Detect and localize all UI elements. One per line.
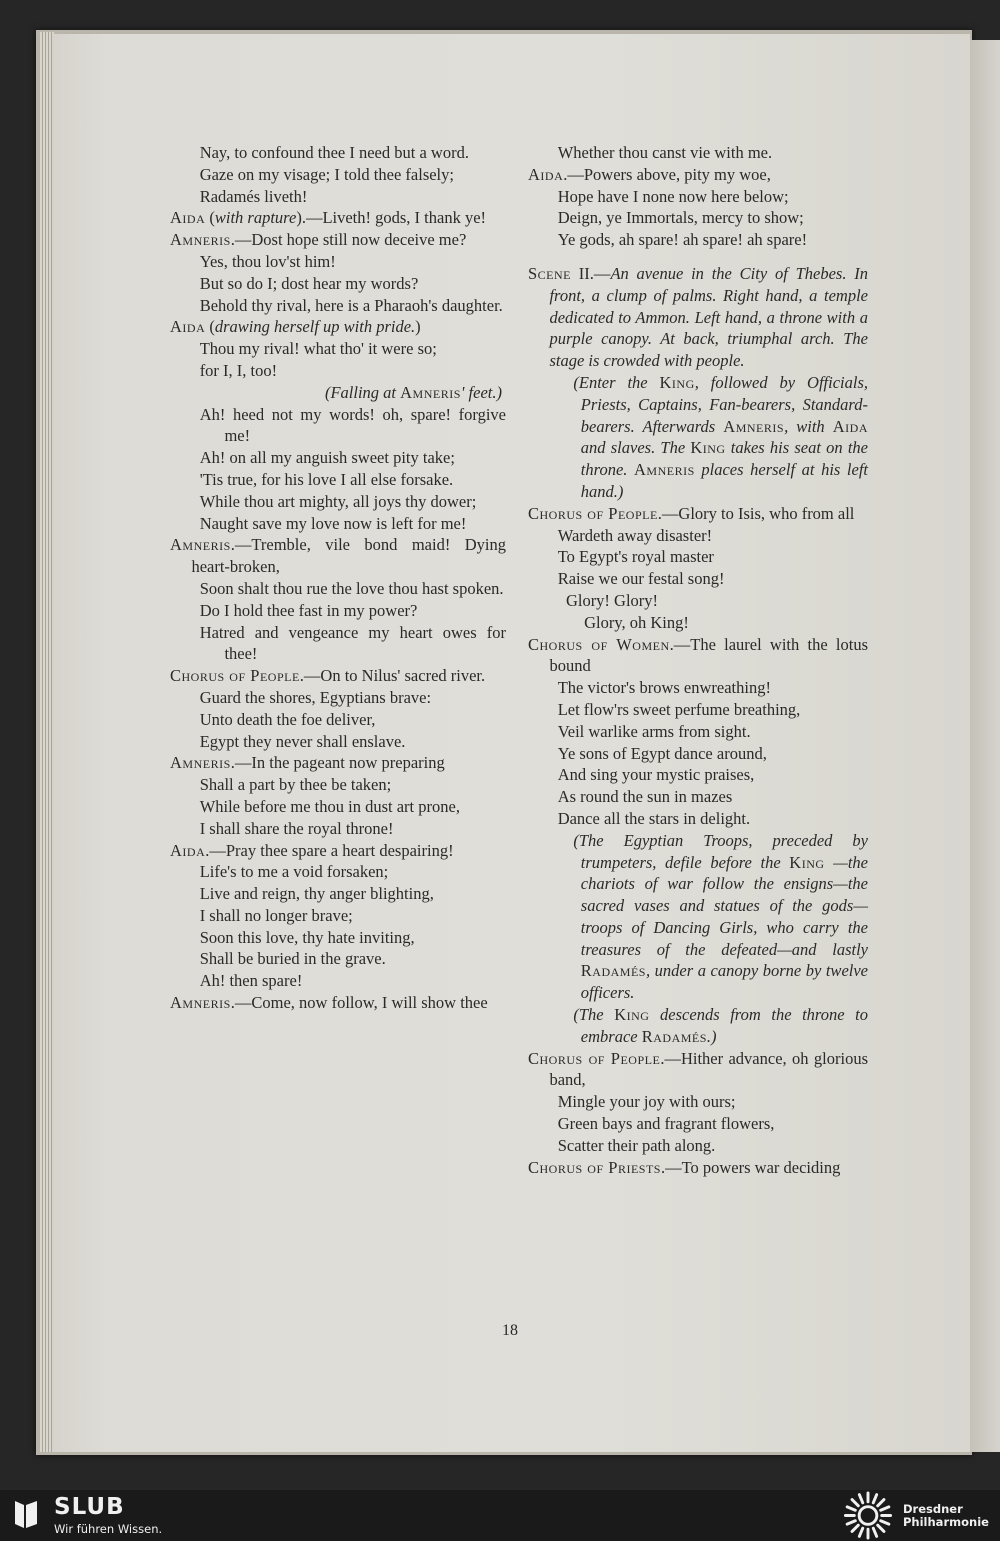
verse-line: I shall no longer brave; (199, 905, 353, 925)
verse-line: Glory, oh King! (584, 612, 689, 632)
sun-ray (881, 1521, 889, 1524)
stage-direction-text: , under a canopy borne by twelve officers. (580, 961, 868, 1003)
stage-direction-text: (The Egyptian Troops, preceded by trumpeters, defile before the (573, 830, 868, 872)
stage-direction: drawing herself up with pride. (214, 317, 416, 337)
character-name: King (614, 1005, 650, 1025)
verse-line: While before me thou in dust art prone, (199, 796, 460, 816)
verse-text: .—Liveth! gods, I thank ye! (301, 208, 487, 228)
stage-direction-line (170, 382, 506, 404)
character-name: Aida (832, 416, 868, 436)
verse-line: Do I hold thee fast in my power? (199, 600, 418, 620)
verse-line: Mingle your joy with ours; (557, 1092, 736, 1112)
speaker-line (528, 503, 868, 525)
stage-direction-block (528, 1004, 868, 1048)
verse-line: Soon this love, thy hate inviting, (199, 927, 415, 947)
verse-line: Thou my rival! what tho' it were so; (199, 339, 437, 359)
speaker-name: Aida (170, 317, 206, 337)
speaker-line (170, 752, 506, 774)
sun-ray (852, 1500, 858, 1506)
sun-ray (859, 1495, 862, 1503)
philharmonie-name[interactable] (903, 1503, 989, 1529)
stage-direction: with rapture (214, 208, 297, 228)
left-column (170, 142, 506, 1014)
speaker-name: Aida (528, 164, 564, 184)
character-name: King (690, 438, 726, 458)
stage-direction-text: .) (706, 1026, 717, 1046)
right-column (528, 142, 868, 1178)
sun-ray (878, 1525, 884, 1531)
verse-line: Guard the shores, Egyptians brave: (199, 687, 432, 707)
stage-direction-text: , with (784, 416, 833, 436)
verse-line: Ah! then spare! (199, 971, 303, 991)
verse-line: Ah! heed not my words! oh, spare! forgive me! (199, 404, 506, 446)
speaker-name: Amneris (170, 535, 231, 555)
stage-direction-block (528, 372, 868, 503)
stage-direction: (Falling at (324, 382, 401, 402)
verse-text: .—Come, now follow, I will show thee (230, 993, 488, 1013)
scene-number: II.— (571, 263, 611, 283)
verse-line: Behold thy rival, here is a Pharaoh's daughter. (199, 295, 503, 315)
verse-text: .—Glory to Isis, who from all (657, 503, 855, 523)
verse-line: Dance all the stars in delight. (557, 808, 751, 828)
stanza-gap (528, 251, 868, 263)
sun-ray (847, 1507, 855, 1510)
speaker-name: Amneris (170, 753, 231, 773)
verse-line: Hatred and vengeance my heart owes for thee! (199, 622, 506, 664)
verse-text: .—Hither advance, oh glorious band, (549, 1048, 869, 1090)
stage-direction-text: descends from the throne to embrace (580, 1005, 868, 1046)
sun-ray (878, 1500, 884, 1506)
stage-direction-text: —the chariots of war follow the ensigns—the sacred vases and statues of the gods—troops of Dancing Girls, who carry the treasures of the defeated—and lastly (580, 852, 868, 959)
verse-text: .—On to Nilus' sacred river. (299, 666, 486, 686)
speaker-name: Chorus of People (528, 1048, 661, 1068)
verse-line: Ye gods, ah spare! ah spare! ah spare! (557, 230, 808, 250)
page-number: 18 (502, 1322, 518, 1339)
verse-line: Shall a part by thee be taken; (199, 775, 392, 795)
verse-line: Shall be buried in the grave. (199, 949, 386, 969)
stage-direction-block (528, 830, 868, 1004)
verse-text: .—Pray thee spare a heart despairing! (205, 840, 454, 860)
speaker-name: Chorus of People (528, 503, 658, 523)
stage-direction-text: (Enter the (573, 372, 660, 392)
verse-line: Hope have I none now here below; (557, 186, 789, 206)
character-name: Amneris (400, 382, 461, 402)
verse-line: And sing your mystic praises, (557, 765, 755, 785)
verse-line: Wardeth away disaster! (557, 525, 713, 545)
philharmonie-line2: Philharmonie (903, 1515, 989, 1529)
verse-line: Green bays and fragrant flowers, (557, 1114, 775, 1134)
sun-ray (852, 1525, 858, 1531)
sun-ray (847, 1521, 855, 1524)
character-name: Amneris (723, 416, 785, 436)
stage-direction-text: (The (573, 1005, 615, 1025)
verse-line: Naught save my love now is left for me! (199, 513, 467, 533)
speaker-line (528, 634, 868, 678)
character-name: King (789, 852, 825, 872)
verse-line: While thou art mighty, all joys thy dower; (199, 491, 477, 511)
verse-line: Glory! Glory! (565, 590, 659, 610)
verse-text: .—Powers above, pity my woe, (563, 164, 771, 184)
stage-direction-text: and slaves. The (580, 438, 691, 458)
philharmonie-line1: Dresdner (903, 1502, 963, 1516)
verse-line: Unto death the foe deliver, (199, 709, 376, 729)
speaker-line (170, 840, 506, 862)
verse-line: Raise we our festal song! (557, 569, 725, 589)
verse-line: But so do I; dost hear my words? (199, 273, 419, 293)
character-name: Radamés (580, 961, 646, 981)
speaker-line (170, 534, 506, 578)
speaker-line: Aida (drawing herself up with pride.) (170, 317, 421, 337)
speaker-line (170, 992, 506, 1014)
stage-direction-text: places herself at his left hand.) (580, 460, 868, 501)
slub-motto: Wir führen Wissen. (54, 1522, 163, 1536)
verse-line: Scatter their path along. (557, 1135, 716, 1155)
verse-line: As round the sun in mazes (557, 787, 733, 807)
speaker-line (528, 1048, 868, 1092)
speaker-name: Chorus of People (170, 666, 300, 686)
verse-text: .—The laurel with the lotus bound (549, 634, 868, 676)
sun-ray (859, 1528, 862, 1536)
character-name: Radamés (641, 1026, 707, 1046)
speaker-name: Aida (170, 840, 206, 860)
verse-line: 'Tis true, for his love I all else forsake. (199, 469, 454, 489)
speaker-line: Aida (with rapture).—Liveth! gods, I thank ye! (170, 208, 487, 228)
verse-text: .—In the pageant now preparing (230, 753, 445, 773)
verse-line: To Egypt's royal master (557, 547, 714, 567)
speaker-name: Chorus of Women (528, 634, 670, 654)
verse-line: for I, I, too! (199, 360, 278, 380)
verse-line: Ye sons of Egypt dance around, (557, 743, 767, 763)
verse-line: Let flow'rs sweet perfume breathing, (557, 699, 801, 719)
next-page-edge (970, 40, 1000, 1452)
verse-line: Yes, thou lov'st him! (199, 251, 336, 271)
verse-text: .—Tremble, vile bond maid! Dying heart-broken, (191, 535, 506, 577)
speaker-name: Chorus of Priests (528, 1157, 661, 1177)
stage-direction: ' feet.) (460, 382, 502, 402)
verse-line: I shall share the royal throne! (199, 818, 394, 838)
verse-line: Whether thou canst vie with me. (557, 143, 773, 162)
slub-brand[interactable]: SLUB (54, 1494, 125, 1520)
stage-direction-text: takes his seat on the throne. (580, 438, 868, 480)
verse-line: Radamés liveth! (199, 186, 308, 206)
footer-bar (0, 1490, 1000, 1541)
verse-line: Nay, to confound thee I need but a word. (199, 143, 469, 162)
scene-heading (528, 263, 868, 372)
character-name: Amneris (634, 460, 695, 480)
scene-label: Scene (528, 263, 572, 283)
speaker-line (528, 164, 868, 186)
speaker-name: Amneris (170, 993, 231, 1013)
verse-line: Veil warlike arms from sight. (557, 721, 751, 741)
verse-line: The victor's brows enwreathing! (557, 678, 771, 698)
verse-line: Ah! on all my anguish sweet pity take; (199, 448, 455, 468)
philharmonie-sun-icon[interactable] (842, 1490, 894, 1541)
verse-text: .—To powers war deciding (660, 1157, 841, 1177)
speaker-line (170, 229, 506, 251)
verse-line: Deign, ye Immortals, mercy to show; (557, 208, 804, 228)
sun-ray (873, 1495, 876, 1503)
verse-line: Egypt they never shall enslave. (199, 731, 406, 751)
speaker-name: Aida (170, 208, 206, 228)
scene-description: An avenue in the City of Thebes. In front, a clump of palms. Right hand, a temple dedicated to Ammon. Left hand, a throne with a purple canopy. At back, triumphal arch. The stage is crowded with people. (549, 263, 868, 371)
verse-line: Gaze on my visage; I told thee falsely; (199, 164, 454, 184)
character-name: King (659, 372, 695, 392)
slub-book-icon (12, 1498, 40, 1530)
speaker-line (170, 665, 506, 687)
verse-line: Soon shalt thou rue the love thou hast spoken. (199, 578, 504, 598)
verse-line: Life's to me a void forsaken; (199, 862, 389, 882)
verse-text: .—Dost hope still now deceive me? (230, 230, 467, 250)
speaker-name: Amneris (170, 230, 231, 250)
verse-line: Live and reign, thy anger blighting, (199, 884, 434, 904)
sun-ray (873, 1528, 876, 1536)
stage-direction-text: , followed by Officials, Priests, Captains, Fan-bearers, Standard-bearers. Afterwards (580, 372, 868, 436)
sun-ray (881, 1507, 889, 1510)
speaker-line (528, 1157, 868, 1179)
